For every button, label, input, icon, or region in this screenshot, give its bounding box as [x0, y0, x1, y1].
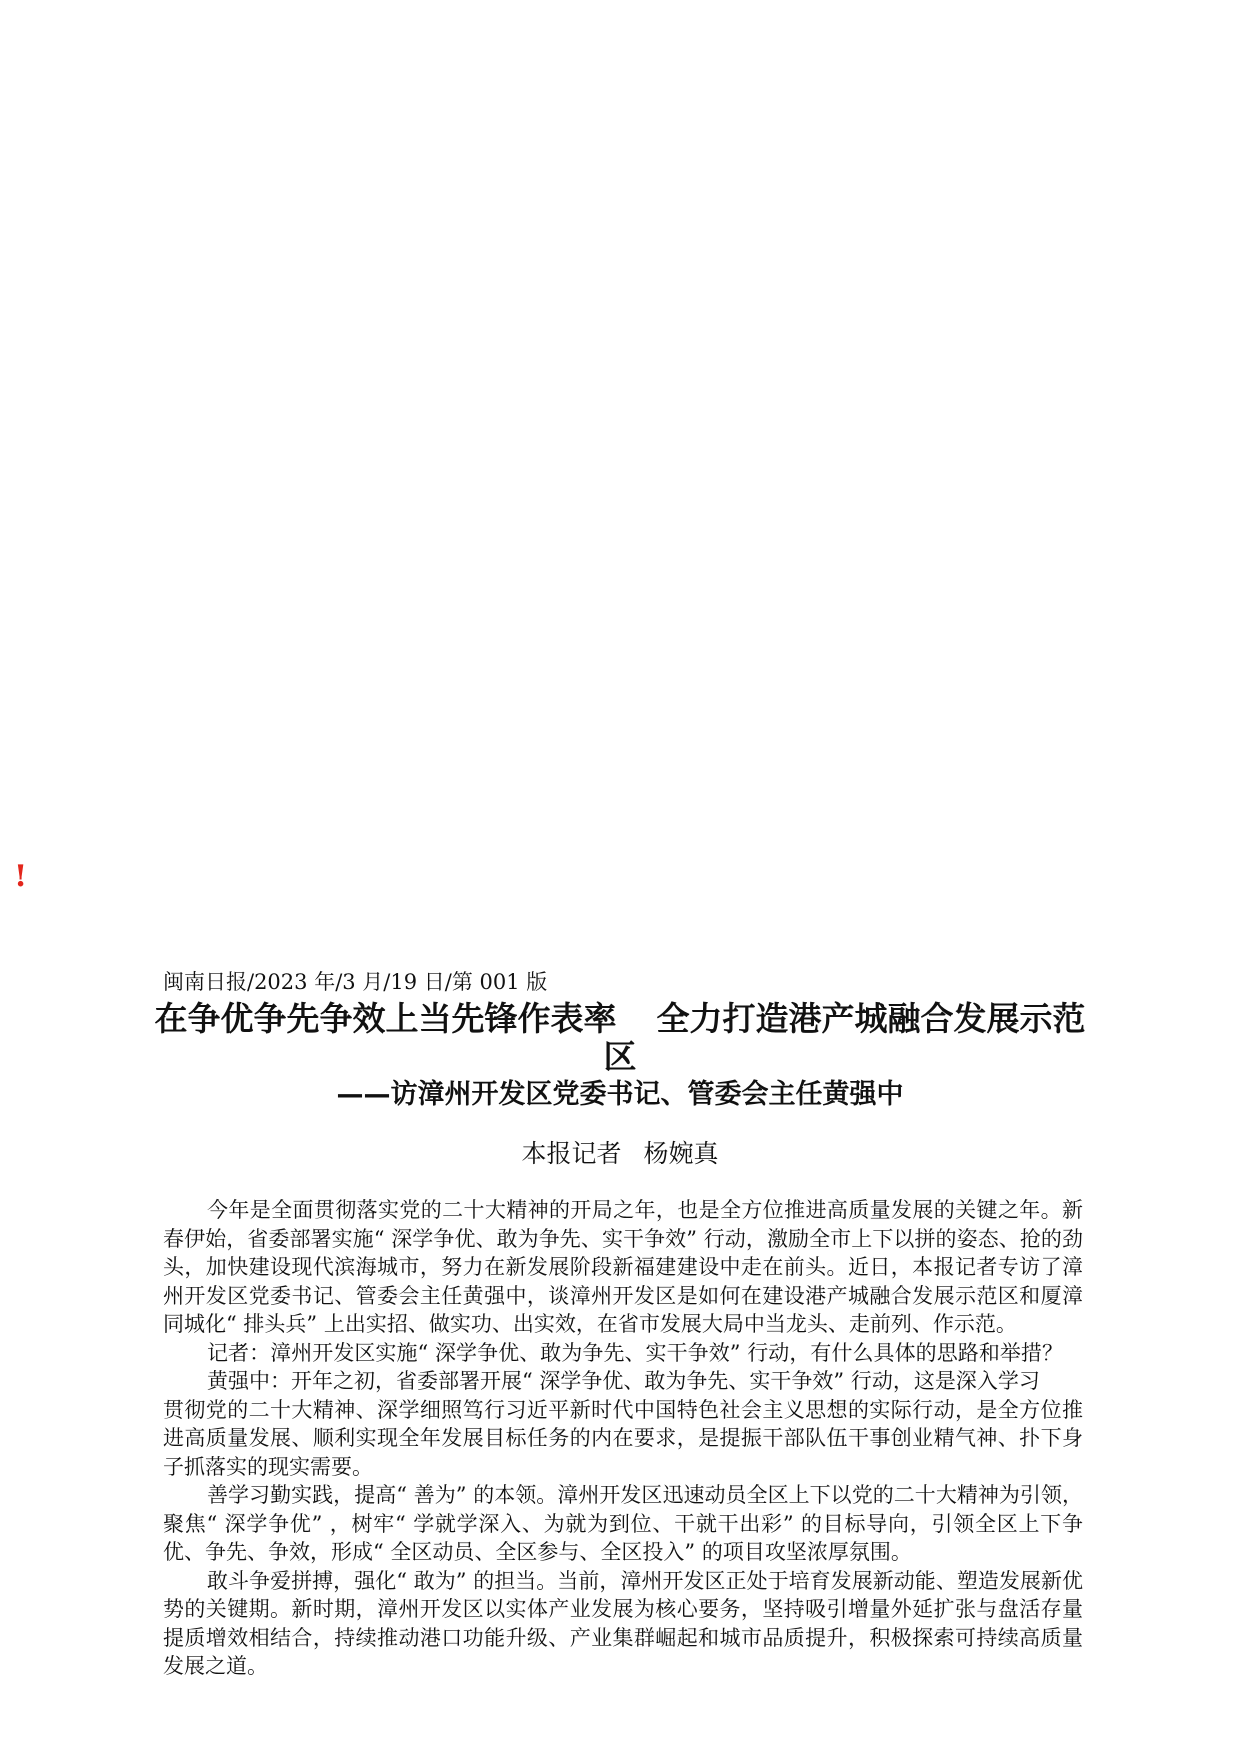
- subheadline: ——访漳州开发区党委书记、管委会主任黄强中: [336, 1079, 904, 1110]
- red-exclamation-mark: !: [14, 859, 28, 894]
- paragraph-question: 记者：漳州开发区实施“ 深学争优、敢为争先、实干争效” 行动，有什么具体的思路和举措？黄强中：开年之初，省委部署开展“ 深学争优、敢为争先、实干争效” 行动，这是深入学习: [207, 1340, 1063, 1393]
- source-line: 闽南日报/2023 年/3 月/19 日/第 001 版: [163, 970, 548, 994]
- headline-part1: 在争优争先争效上当先锋作表率: [154, 999, 617, 1038]
- paragraph-answer: 贯彻党的二十大精神、深学细照笃行习近平新时代中国特色社会主义思想的实际行动，是全方位推进高质量发展、顺利实现全年发展目标任务的内在要求，是提振干部队伍干事创业精气神、扑下身子抓落实的现实需要。: [163, 1397, 1083, 1479]
- headline: [140, 1000, 1100, 1076]
- paragraph-ganwei: 敢斗争爱拼搏，强化“ 敢为” 的担当。当前，漳州开发区正处于培育发展新动能、塑造发展新优势的关键期。新时期，漳州开发区以实体产业发展为核心要务，坚持吸引增量外延扩张与盘活存量提质增效相结合，持续推动港口功能升级、产业集群崛起和城市品质提升，积极探索可持续高质量发展之道。: [163, 1568, 1083, 1678]
- byline-name: 杨婉真: [643, 1139, 719, 1168]
- paragraph-shanwei: 善学习勤实践，提高“ 善为” 的本领。漳州开发区迅速动员全区上下以党的二十大精神为引领，聚焦“ 深学争优” ，树牢“ 学就学深入、为就为到位、干就干出彩” 的目标导向，引领全区上下争优、争先、争效，形成“ 全区动员、全区参与、全区投入” 的项目攻坚浓厚氛围。: [163, 1483, 1083, 1564]
- byline: [140, 1138, 1100, 1170]
- article-body: [163, 1196, 1083, 1681]
- paragraph-intro: 今年是全面贯彻落实党的二十大精神的开局之年，也是全方位推进高质量发展的关键之年。新春伊始，省委部署实施“ 深学争优、敢为争先、实干争效” 行动，激励全市上下以拼的姿态、抢的劲头，加快建设现代滨海城市，努力在新发展阶段新福建建设中走在前头。近日，本报记者专访了漳州开发区党委书记、管委会主任黄强中，谈漳州开发区是如何在建设港产城融合发展示范区和厦漳同城化“ 排头兵” 上出实招、做实功、出实效，在省市发展大局中当龙头、走前列、作示范。: [163, 1198, 1083, 1336]
- headline-part2: 全力打造港产城融合发展示范区: [603, 999, 1086, 1076]
- byline-role: 本报记者: [521, 1139, 622, 1168]
